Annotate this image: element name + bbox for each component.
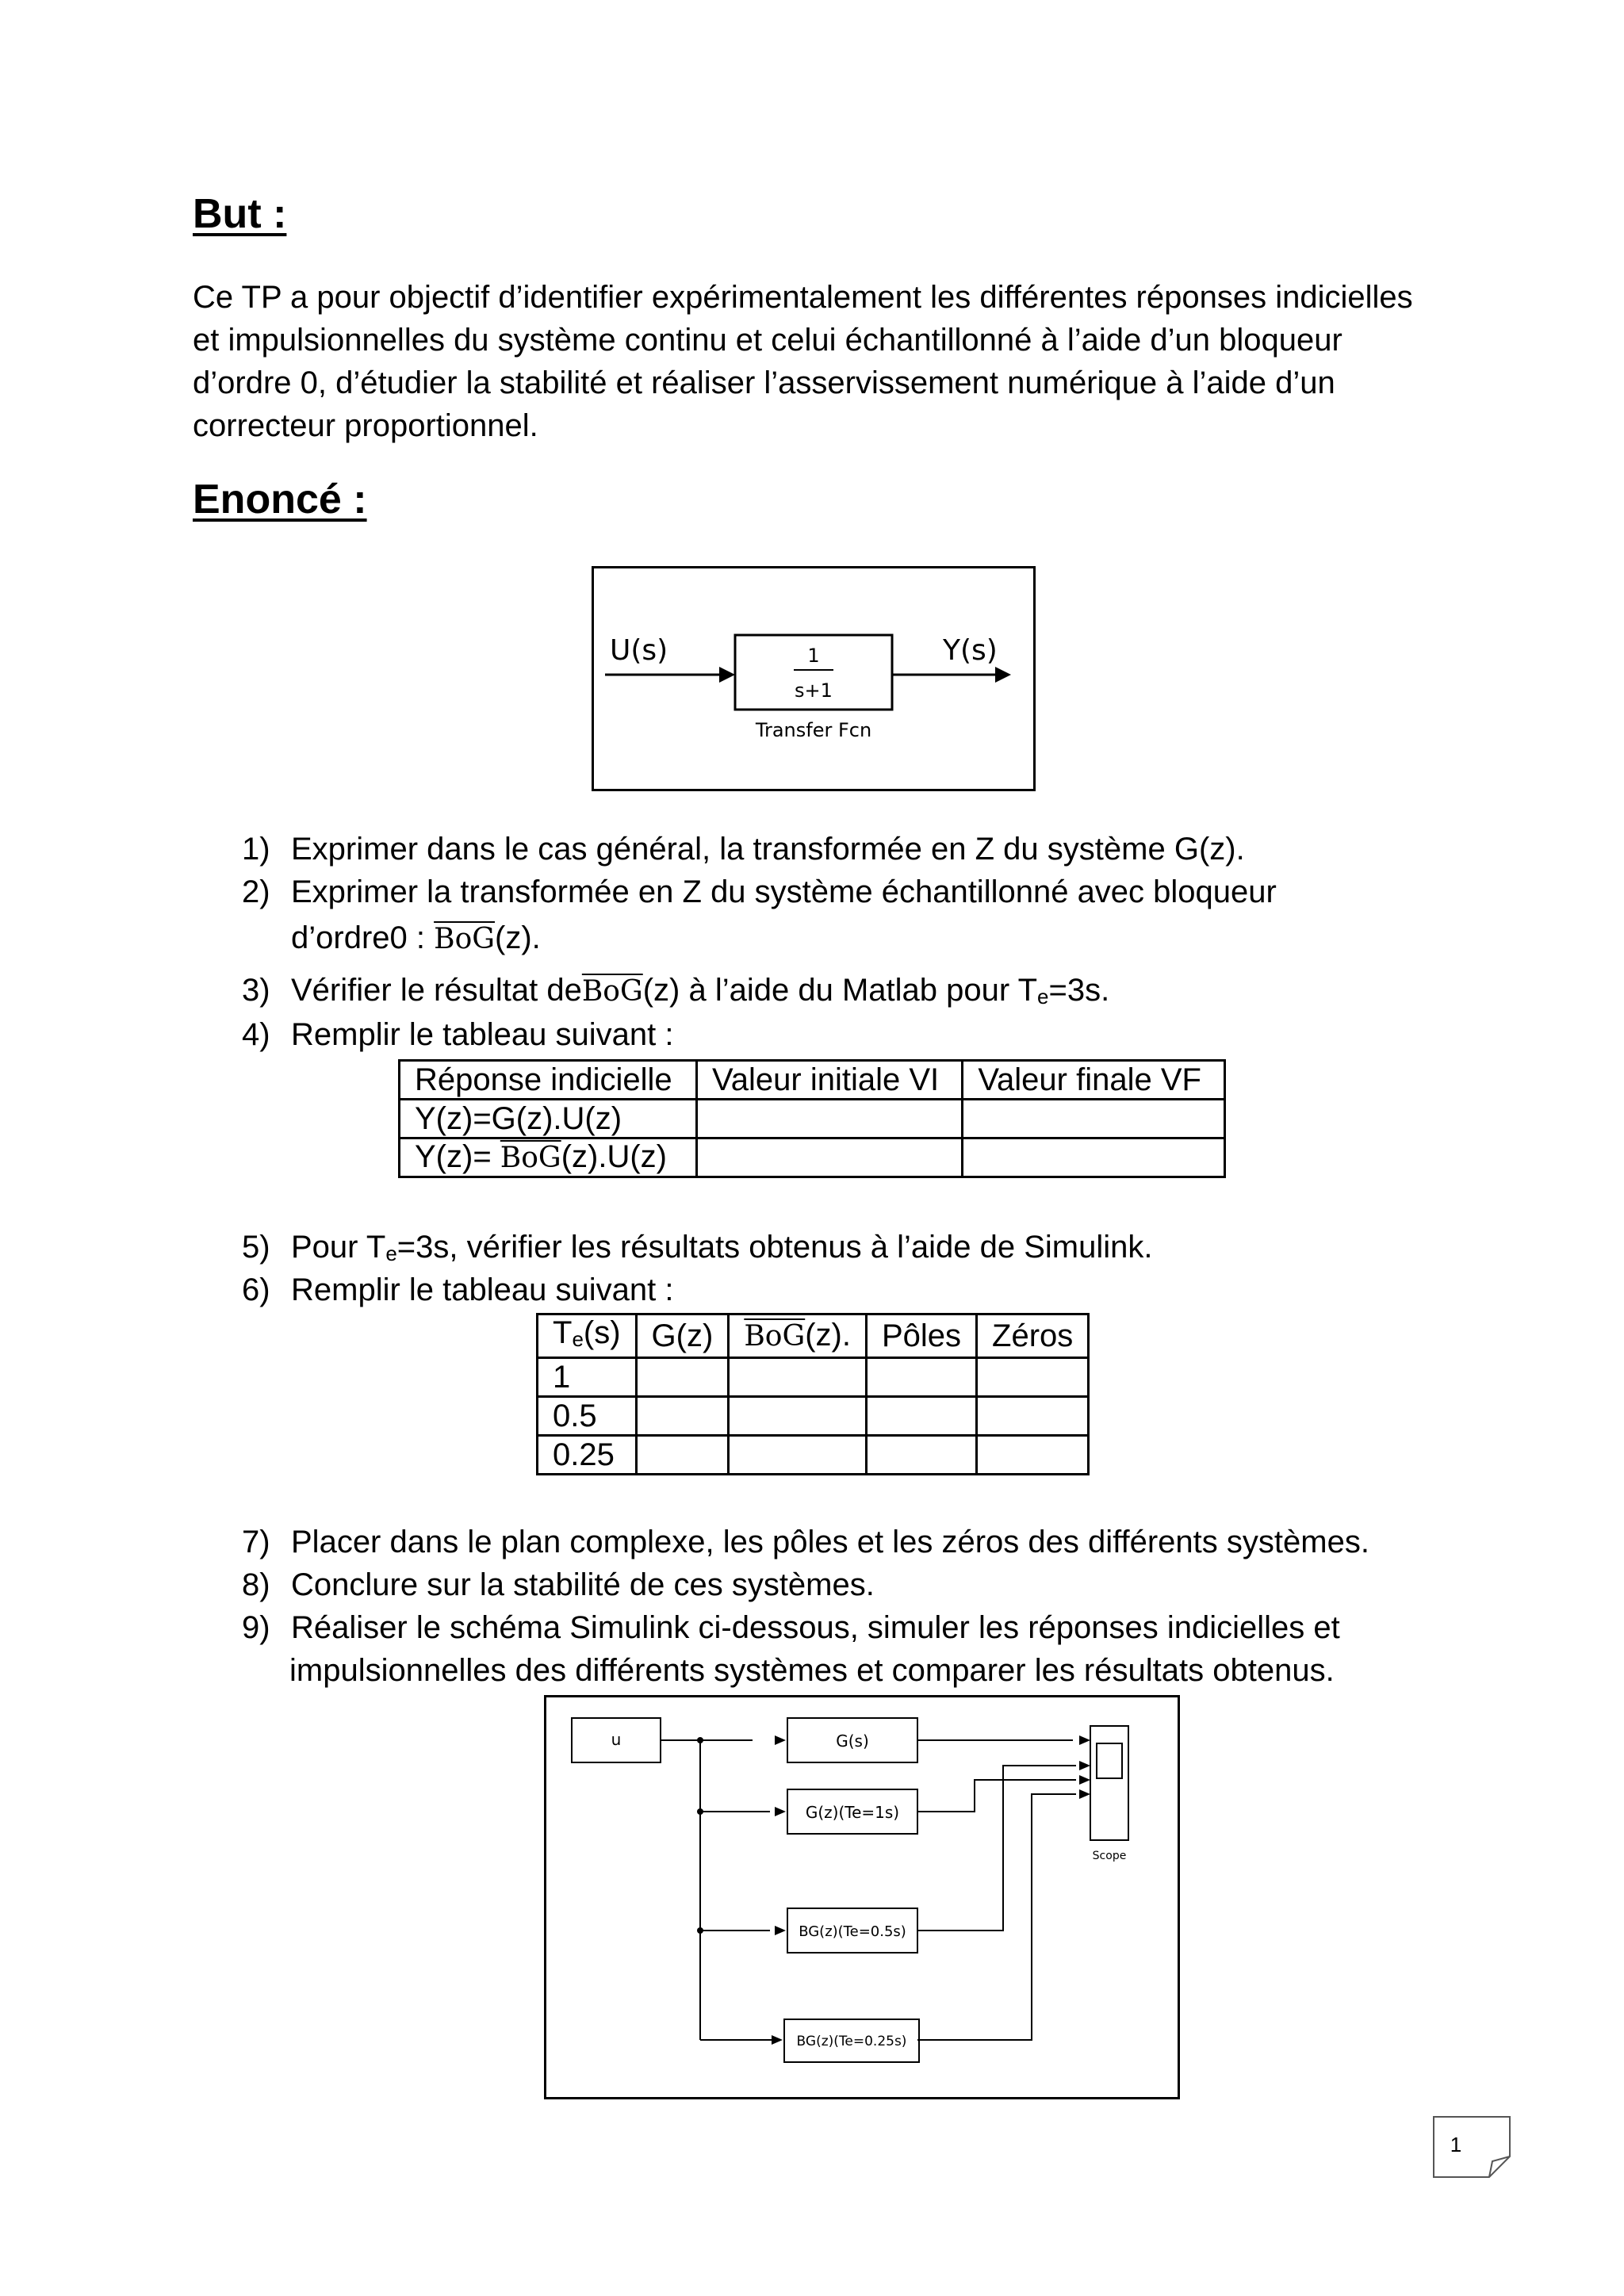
- table-header-cell: Réponse indicielle: [400, 1061, 697, 1100]
- question-2: [242, 871, 1277, 913]
- bgz-05-label: BG(z)(Te=0.5s): [799, 1923, 906, 1940]
- table-cell-empty[interactable]: [977, 1436, 1089, 1475]
- question-number: 7): [242, 1525, 270, 1559]
- question-5: [242, 1226, 1153, 1275]
- cell-text: (z).U(z): [561, 1139, 667, 1174]
- table-cell-empty[interactable]: [697, 1138, 963, 1177]
- question-text: Pour T: [291, 1230, 386, 1265]
- question-text: (z).: [495, 920, 541, 955]
- question-number: 6): [242, 1272, 270, 1307]
- bog-symbol: $\overline{BoG}$: [500, 1142, 561, 1174]
- question-1: [242, 828, 1245, 871]
- simulink-diagram: [544, 1695, 1180, 2099]
- table-indicial-response: [398, 1059, 1226, 1178]
- cell-text: (s): [583, 1315, 621, 1350]
- table-header-cell: Valeur initiale VI: [697, 1061, 963, 1100]
- table-cell-empty[interactable]: [636, 1358, 729, 1397]
- question-text: Remplir le tableau suivant :: [291, 1017, 674, 1052]
- bog-symbol: $\overline{BoG}$: [744, 1320, 806, 1353]
- question-number: 2): [242, 874, 270, 909]
- question-text: Exprimer dans le cas général, la transformée en Z du système G(z).: [291, 832, 1245, 867]
- table-header-cell: G(z): [636, 1314, 729, 1358]
- question-text: Réaliser le schéma Simulink ci-dessous, simuler les réponses indicielles et: [291, 1610, 1340, 1645]
- source-label: u: [611, 1730, 622, 1749]
- table-header-cell: Pôles: [866, 1314, 976, 1358]
- question-text: d’ordre0 :: [291, 920, 435, 955]
- question-number: 4): [242, 1017, 270, 1052]
- table-header-cell: [729, 1314, 867, 1358]
- question-text: (z) à l’aide du Matlab pour T: [642, 973, 1038, 1008]
- table-row: [538, 1436, 1089, 1475]
- table-cell-empty[interactable]: [866, 1397, 976, 1436]
- heading-but: But :: [193, 191, 287, 237]
- heading-enonce: Enoncé :: [193, 476, 367, 522]
- subscript-e: e: [385, 1242, 397, 1265]
- cell-text: (z).: [805, 1318, 851, 1353]
- question-8: [242, 1563, 875, 1606]
- input-label: U(s): [610, 634, 668, 667]
- table-cell-empty[interactable]: [729, 1358, 867, 1397]
- table-cell-empty[interactable]: [977, 1358, 1089, 1397]
- question-text: =3s.: [1048, 973, 1110, 1008]
- question-text: Exprimer la transformée en Z du système échantillonné avec bloqueur: [291, 874, 1277, 909]
- table-row: [538, 1397, 1089, 1436]
- table-cell-empty[interactable]: [977, 1397, 1089, 1436]
- page-number: 1: [1450, 2133, 1462, 2156]
- table-cell: [400, 1138, 697, 1177]
- question-9: [242, 1606, 1340, 1649]
- cell-text: Y(z)=: [415, 1139, 500, 1174]
- table-header-row: [400, 1061, 1225, 1100]
- scope-label: Scope: [1092, 1850, 1127, 1862]
- bgz-025-label: BG(z)(Te=0.25s): [796, 2034, 907, 2049]
- table-cell: 1: [538, 1358, 637, 1397]
- table-cell: 0.5: [538, 1397, 637, 1436]
- table-cell: Y(z)=G(z).U(z): [400, 1100, 697, 1138]
- table-cell-empty[interactable]: [963, 1138, 1225, 1177]
- question-number: 9): [242, 1610, 270, 1645]
- question-4: [242, 1013, 673, 1056]
- table-sampling-periods: [536, 1313, 1090, 1475]
- table-cell-empty[interactable]: [729, 1436, 867, 1475]
- question-number: 1): [242, 832, 270, 867]
- table-header-row: [538, 1314, 1089, 1358]
- table-cell-empty[interactable]: [866, 1436, 976, 1475]
- question-number: 8): [242, 1567, 270, 1602]
- tf-denominator: s+1: [795, 679, 833, 702]
- cell-text: T: [553, 1315, 573, 1350]
- question-text: Conclure sur la stabilité de ces systèmes.: [291, 1567, 875, 1602]
- subscript-e: e: [572, 1327, 584, 1351]
- bog-symbol: $\overline{BoG}$: [434, 923, 495, 955]
- question-number: 5): [242, 1230, 270, 1265]
- table-row: [538, 1358, 1089, 1397]
- gs-label: G(s): [836, 1732, 869, 1751]
- question-text: =3s, vérifier les résultats obtenus à l’aide de Simulink.: [396, 1230, 1153, 1265]
- table-cell-empty[interactable]: [636, 1397, 729, 1436]
- question-text: Placer dans le plan complexe, les pôles et les zéros des différents systèmes.: [291, 1525, 1369, 1559]
- subscript-e: e: [1037, 985, 1049, 1008]
- table-cell: 0.25: [538, 1436, 637, 1475]
- question-7: [242, 1521, 1369, 1563]
- question-text: impulsionnelles des différents systèmes et comparer les résultats obtenus.: [289, 1653, 1335, 1688]
- bog-symbol: $\overline{BoG}$: [581, 975, 643, 1008]
- question-9-line2: [289, 1649, 1335, 1692]
- question-text: Vérifier le résultat de: [291, 973, 582, 1008]
- table-cell-empty[interactable]: [697, 1100, 963, 1138]
- table-cell-empty[interactable]: [963, 1100, 1225, 1138]
- question-3: [242, 969, 1109, 1018]
- tf-caption: Transfer Fcn: [755, 719, 872, 741]
- question-text: Remplir le tableau suivant :: [291, 1272, 674, 1307]
- page-number-box: [1432, 2115, 1511, 2179]
- table-row: [400, 1138, 1225, 1177]
- question-2-line2: [291, 916, 541, 961]
- output-label: Y(s): [943, 634, 998, 667]
- transfer-fcn-diagram: [592, 566, 1036, 791]
- table-row: [400, 1100, 1225, 1138]
- table-header-cell: [538, 1314, 637, 1358]
- table-cell-empty[interactable]: [729, 1397, 867, 1436]
- table-cell-empty[interactable]: [636, 1436, 729, 1475]
- question-6: [242, 1269, 673, 1311]
- gz-label: G(z)(Te=1s): [805, 1803, 900, 1822]
- table-header-cell: Valeur finale VF: [963, 1061, 1225, 1100]
- table-cell-empty[interactable]: [866, 1358, 976, 1397]
- objective-paragraph: Ce TP a pour objectif d’identifier expérimentalement les différentes réponses indicielles et impulsionnelles du système continu et celui échantillonné à l’aide d’un bloqueur d’ordre 0, d’étudier la stabilité et réaliser l’asservissement numérique à l’aide d’un correcteur proportionnel.: [193, 280, 1413, 443]
- table-header-cell: Zéros: [977, 1314, 1089, 1358]
- tf-numerator: 1: [807, 645, 820, 667]
- question-number: 3): [242, 973, 270, 1008]
